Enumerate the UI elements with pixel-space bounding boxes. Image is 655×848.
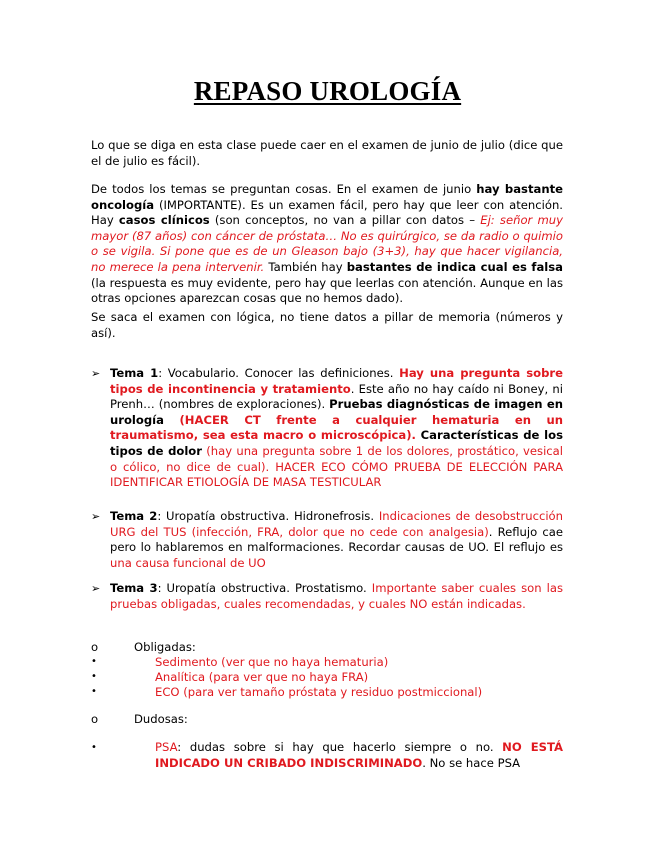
- highlight: (HACER CT frente a cualquier hematuria en un traumatismo, sea esta macro o microscópica).: [110, 412, 563, 443]
- obligada-item: Sedimento (ver que no haya hematuria): [155, 655, 389, 669]
- dudosas-heading: Dudosas:: [134, 712, 188, 726]
- example-text: Ej: señor muy mayor (87 años) con cáncer de próstata… No es quirúrgico, se da radio o quimio o se vigila. Si pone que es de un Gleason bajo (3+3), hay que hacer vigilancia, no merece la pena intervenir.: [91, 213, 563, 274]
- bullet-icon: •: [91, 656, 97, 667]
- text: También hay: [264, 259, 347, 274]
- text: (IMPORTANTE). Es un examen fácil, pero hay que leer con atención. Hay: [91, 197, 563, 228]
- highlight: una causa funcional de UO: [110, 555, 266, 570]
- text: . Este año no hay caído ni Boney, ni Prenh… (nombres de exploraciones).: [110, 381, 563, 412]
- intro-paragraph-3: Se saca el examen con lógica, no tiene datos a pillar de memoria (números y así).: [91, 310, 563, 340]
- highlight: PSA: [155, 740, 178, 754]
- tema-3: [110, 581, 563, 612]
- text: . No se hace PSA: [422, 755, 521, 770]
- outline-marker: o: [91, 640, 99, 654]
- outline-marker: o: [91, 712, 99, 726]
- arrow-bullet-icon: ➢: [91, 510, 101, 523]
- psa-item: [155, 740, 563, 771]
- text: : dudas sobre si hay que hacerlo siempre o no.: [177, 740, 503, 754]
- page-title: REPASO UROLOGÍA: [193, 76, 462, 106]
- obligadas-heading: Obligadas:: [134, 640, 196, 654]
- emphasis-oncologia: hay bastante oncología: [91, 182, 563, 212]
- emphasis: Pruebas diagnósticas de imagen en urología: [110, 397, 563, 427]
- text: (son conceptos, no van a pillar con datos –: [209, 213, 481, 228]
- highlight: (hay una pregunta sobre 1 de los dolores, prostático, vesical o cólico, no dice de cual). HACER ECO CÓMO PRUEBA DE ELECCIÓN PARA IDENTIFICAR ETIOLOGÍA DE MASA TESTICULAR: [110, 443, 563, 490]
- tema-label: Tema 2: [110, 509, 158, 523]
- tema-1: [110, 366, 563, 491]
- highlight: Hay una pregunta sobre tipos de incontinencia y tratamiento: [110, 366, 563, 396]
- text: (la respuesta es muy evidente, pero hay que leerlas con atención. Aunque en las otras opciones aparezcan cosas que no hemos dado).: [91, 275, 563, 306]
- emphasis-indica-falsa: bastantes de indica cual es falsa: [346, 259, 563, 274]
- arrow-bullet-icon: ➢: [91, 367, 101, 380]
- obligada-item: Analítica (para ver que no haya FRA): [155, 670, 369, 684]
- arrow-bullet-icon: ➢: [91, 582, 101, 595]
- obligada-item: ECO (para ver tamaño próstata y residuo postmiccional): [155, 685, 483, 699]
- highlight: Indicaciones de desobstrucción URG del TUS (infección, FRA, dolor que no cede con analgesia): [110, 509, 564, 539]
- tema-label: Tema 3: [110, 581, 158, 595]
- intro-paragraph-1: Lo que se diga en esta clase puede caer en el examen de junio de julio (dice que el de julio es fácil).: [91, 138, 563, 168]
- highlight: NO ESTÁ INDICADO UN CRIBADO INDISCRIMINADO: [155, 740, 563, 770]
- emphasis: Características de los tipos de dolor: [110, 428, 563, 458]
- text: : Vocabulario. Conocer las definiciones.: [158, 366, 400, 380]
- text: . Reflujo cae pero lo hablaremos en malformaciones. Recordar causas de UO. El reflujo es: [110, 524, 563, 555]
- text: : Uropatía obstructiva. Prostatismo.: [157, 581, 372, 595]
- text: : Uropatía obstructiva. Hidronefrosis.: [157, 509, 379, 523]
- emphasis-casos-clinicos: casos clínicos: [118, 213, 210, 228]
- highlight: Importante saber cuales son las pruebas obligadas, cuales recomendadas, y cuales NO están indicadas.: [110, 581, 563, 611]
- bullet-icon: •: [91, 742, 97, 753]
- intro-paragraph-2: [91, 182, 563, 307]
- bullet-icon: •: [91, 686, 97, 697]
- tema-2: [110, 509, 563, 571]
- tema-label: Tema 1: [110, 366, 159, 380]
- bullet-icon: •: [91, 671, 97, 682]
- text: De todos los temas se preguntan cosas. En el examen de junio: [91, 182, 477, 196]
